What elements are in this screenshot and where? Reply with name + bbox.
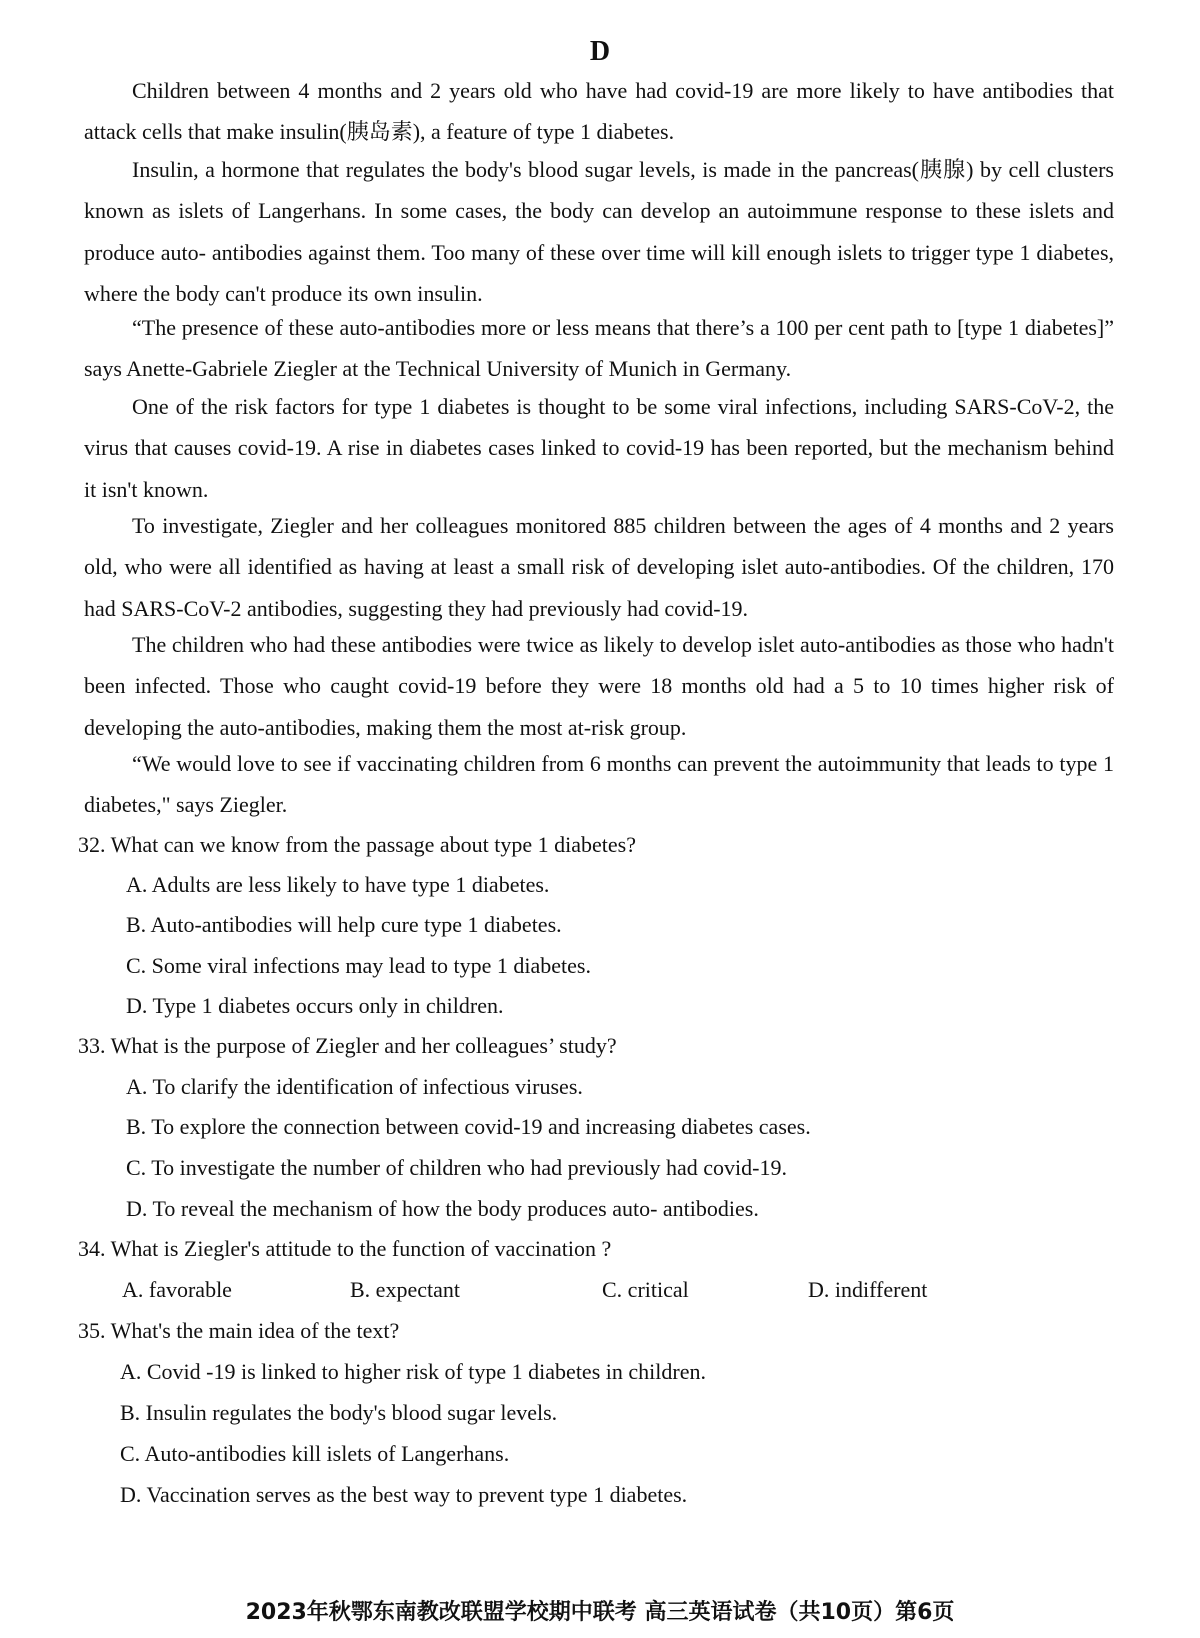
question-32-option-d[interactable]: D. Type 1 diabetes occurs only in children. bbox=[126, 993, 504, 1018]
passage-paragraph-6: The children who had these antibodies were twice as likely to develop islet auto-antibodies as those who hadn't been infected. Those who caught covid-19 before they were 18 months old had a 5 to 10 times higher risk of developing the auto-antibodies, making them the most at-risk group. bbox=[84, 632, 1114, 740]
passage-paragraph-5: To investigate, Ziegler and her colleagues monitored 885 children between the ages of 4 months and 2 years old, who were all identified as having at least a small risk of developing islet auto-antibodies. Of the children, 170 had SARS-CoV-2 antibodies, suggesting they had previously had covid-19. bbox=[84, 513, 1114, 621]
passage-paragraph-1: Children between 4 months and 2 years old who have had covid-19 are more likely to have antibodies that attack cells that make insulin(胰岛素), a feature of type 1 diabetes. bbox=[84, 78, 1114, 145]
question-33-option-d[interactable]: D. To reveal the mechanism of how the body produces auto- antibodies. bbox=[126, 1196, 759, 1221]
question-34-option-a[interactable]: A. favorable bbox=[122, 1277, 232, 1302]
question-32-stem: 32. What can we know from the passage about type 1 diabetes? bbox=[78, 832, 636, 857]
question-32-option-b[interactable]: B. Auto-antibodies will help cure type 1 diabetes. bbox=[126, 912, 562, 937]
question-33-option-b[interactable]: B. To explore the connection between covid-19 and increasing diabetes cases. bbox=[126, 1114, 811, 1139]
passage-paragraph-3: “The presence of these auto-antibodies more or less means that there’s a 100 per cent path to [type 1 diabetes]” says Anette-Gabriele Ziegler at the Technical University of Munich in Germany. bbox=[84, 315, 1114, 382]
passage-paragraph-2: Insulin, a hormone that regulates the body's blood sugar levels, is made in the pancreas(胰腺) by cell clusters known as islets of Langerhans. In some cases, the body can develop an autoimmune response to these islets and produce auto- antibodies against them. Too many of these over time will kill enough islets to trigger type 1 diabetes, where the body can't produce its own insulin. bbox=[84, 157, 1114, 306]
passage-paragraph-7: “We would love to see if vaccinating children from 6 months can prevent the autoimmunity that leads to type 1 diabetes," says Ziegler. bbox=[84, 751, 1114, 818]
question-34-stem: 34. What is Ziegler's attitude to the function of vaccination ? bbox=[78, 1236, 612, 1261]
question-35-option-b[interactable]: B. Insulin regulates the body's blood sugar levels. bbox=[120, 1400, 558, 1425]
page-footer: 2023年秋鄂东南教改联盟学校期中联考 高三英语试卷（共10页）第6页 bbox=[245, 1600, 955, 1625]
question-35-stem: 35. What's the main idea of the text? bbox=[78, 1318, 400, 1343]
passage-paragraph-4: One of the risk factors for type 1 diabetes is thought to be some viral infections, including SARS-CoV-2, the virus that causes covid-19. A rise in diabetes cases linked to covid-19 has been reported, but the mechanism behind it isn't known. bbox=[84, 394, 1114, 502]
section-heading: D bbox=[589, 36, 611, 67]
question-34-option-d[interactable]: D. indifferent bbox=[808, 1277, 928, 1302]
question-33-stem: 33. What is the purpose of Ziegler and her colleagues’ study? bbox=[78, 1033, 617, 1058]
question-32-option-c[interactable]: C. Some viral infections may lead to type 1 diabetes. bbox=[126, 953, 591, 978]
question-35-option-c[interactable]: C. Auto-antibodies kill islets of Langerhans. bbox=[120, 1441, 510, 1466]
question-34-option-b[interactable]: B. expectant bbox=[350, 1277, 460, 1302]
question-35-option-d[interactable]: D. Vaccination serves as the best way to prevent type 1 diabetes. bbox=[120, 1482, 688, 1507]
question-34-option-c[interactable]: C. critical bbox=[602, 1277, 689, 1302]
question-35-option-a[interactable]: A. Covid -19 is linked to higher risk of type 1 diabetes in children. bbox=[120, 1359, 706, 1384]
question-32-option-a[interactable]: A. Adults are less likely to have type 1 diabetes. bbox=[126, 872, 550, 897]
question-33-option-c[interactable]: C. To investigate the number of children who had previously had covid-19. bbox=[126, 1155, 787, 1180]
question-33-option-a[interactable]: A. To clarify the identification of infectious viruses. bbox=[126, 1074, 583, 1099]
